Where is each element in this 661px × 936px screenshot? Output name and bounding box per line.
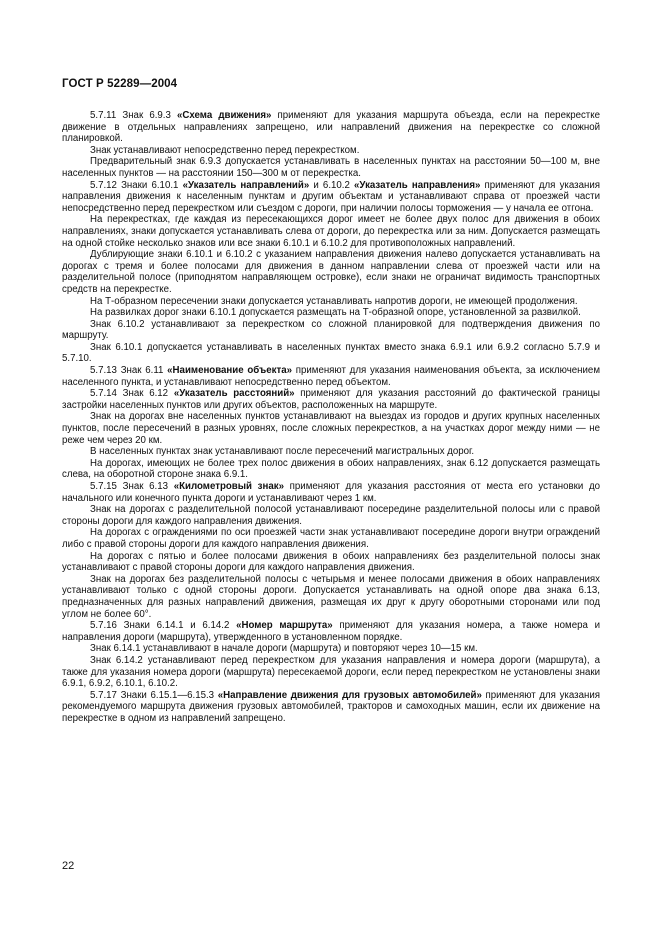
paragraph: На дорогах, имеющих не более трех полос движения в обоих направлениях, знак 6.12 допускается размещать слева, на оборотной стороне знака 6.9.1. (62, 457, 600, 481)
paragraph: 5.7.13 Знак 6.11 «Наименование объекта» применяют для указания наименования объекта, за исключением населенного пункта, и устанавливают непосредственно перед объектом. (62, 365, 600, 388)
paragraph: На дорогах с ограждениями по оси проезжей части знак устанавливают посередине дороги внутри ограждений либо с правой стороны дороги для каждого направления движения. (62, 527, 600, 550)
paragraph: 5.7.11 Знак 6.9.3 «Схема движения» применяют для указания маршрута объезда, если на перекрестке движение в отдельных направлениях запрещено, или направлений движения на перекрестке со сложной планировкой. (62, 110, 600, 145)
paragraph: Знак на дорогах вне населенных пунктов устанавливают на выездах из городов и других крупных населенных пунктов, после пересечений в разных уровнях, после сложных перекрестков, а на участках дорог между ними — не реже чем через 20 км. (62, 411, 600, 446)
document-header: ГОСТ Р 52289—2004 (62, 78, 178, 90)
paragraph: Знак 6.10.1 допускается устанавливать в населенных пунктах вместо знака 6.9.1 или 6.9.2 согласно 5.7.9 и 5.7.10. (62, 341, 600, 365)
paragraph: 5.7.15 Знак 6.13 «Километровый знак» применяют для указания расстояния от места его установки до начального или конечного пункта дороги и устанавливают через 1 км. (62, 481, 600, 504)
paragraph: Знак 6.10.2 устанавливают за перекрестком со сложной планировкой для подтверждения движения по маршруту. (62, 318, 600, 342)
paragraph: Знак устанавливают непосредственно перед перекрестком. (90, 144, 360, 156)
page-number: 22 (62, 860, 75, 872)
paragraph: Дублирующие знаки 6.10.1 и 6.10.2 с указанием направления движения налево допускается устанавливать на дорогах с тремя и более полосами для движения в данном направлении слева от проезжей части или на разделительной полосе (приподнятом направляющем островке), если знаки не ограничат видимость транспортных средств на перекрестке. (62, 249, 600, 295)
paragraph: На дорогах с пятью и более полосами движения в обоих направлениях без разделительной полосы знак устанавливают с правой стороны дороги для каждого направления движения. (62, 550, 600, 574)
document-body (62, 110, 600, 724)
paragraph: Знак 6.14.2 устанавливают перед перекрестком для указания направления и номера дороги (маршрута), а также для указания номера дороги (маршрута) пересекаемой дороги, если перед перекрестком не установлены знаки 6.9.1, 6.9.2, 6.10.1, 6.10.2. (62, 654, 600, 690)
paragraph: 5.7.17 Знаки 6.15.1—6.15.3 «Направление движения для грузовых автомобилей» применяют для указания рекомендуемого маршрута движения грузовых автомобилей, тракторов и самоходных машин, если их движение на перекрестке в одном из направлений запрещено. (62, 689, 600, 724)
paragraph: На развилках дорог знаки 6.10.1 допускается размещать на Т-образной опоре, установленной за развилкой. (90, 307, 581, 319)
paragraph: В населенных пунктах знак устанавливают после пересечений магистральных дорог. (90, 446, 475, 458)
paragraph: 5.7.14 Знак 6.12 «Указатель расстояний» применяют для указания расстояний до фактической границы застройки населенных пунктов или других объектов, расположенных на маршруте. (62, 388, 600, 411)
paragraph: Знак на дорогах с разделительной полосой устанавливают посередине разделительной полосы или с правой стороны дороги для каждого направления движения. (62, 504, 600, 527)
paragraph: На перекрестках, где каждая из пересекающихся дорог имеет не более двух полос для движения в обоих направлениях, знаки допускается устанавливать слева от дороги, до перекрестка или за ним. Допускается размещать на одной стойке несколько знаков или все знаки 6.10.1 и 6.10.2 для противоположных направлений. (62, 214, 600, 249)
paragraph: Предварительный знак 6.9.3 допускается устанавливать в населенных пунктах на расстоянии 50—100 м, вне населенных пунктов — на расстоянии 150—300 м от перекрестка. (62, 156, 600, 179)
paragraph: Знак 6.14.1 устанавливают в начале дороги (маршрута) и повторяют через 10—15 км. (90, 643, 478, 655)
paragraph: 5.7.16 Знаки 6.14.1 и 6.14.2 «Номер маршрута» применяют для указания номера, а также номера и направления дороги (маршрута), утвержденного в установленном порядке. (62, 620, 601, 643)
paragraph: Знак на дорогах без разделительной полосы с четырьмя и менее полосами движения в обоих направлениях устанавливают только с одной стороны дороги. Допускается устанавливать на одной опоре два знака 6.13, предназначенных для разных направлений движения, размещая их друг к другу оборотными сторонами или под углом не более 60°. (62, 573, 600, 620)
paragraph: 5.7.12 Знаки 6.10.1 «Указатель направлений» и 6.10.2 «Указатель направления» применяют для указания направления движения к населенным пунктам и другим объектам и устанавливают справа от проезжей части непосредственно перед перекрестком или съездом с дороги, при наличии полосы торможения — у начала ее отгона. (62, 179, 600, 214)
paragraph: На Т-образном пересечении знаки допускается устанавливать напротив дороги, не имеющей продолжения. (90, 295, 578, 307)
